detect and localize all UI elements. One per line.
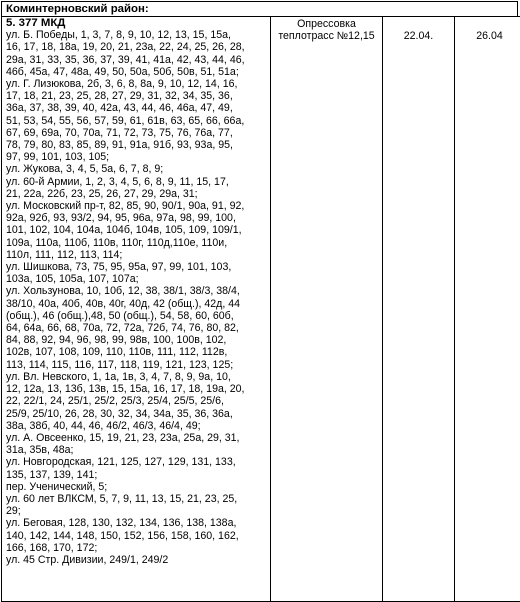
address-line: 29; <box>6 505 268 517</box>
start-date-cell <box>383 17 455 602</box>
address-line: ул. Г. Лизюкова, 2б, 3, 6, 8, 8а, 9, 10, 12, 14, 16, <box>6 78 268 90</box>
address-line: 92а, 92б, 93, 93/2, 94, 95, 96а, 97а, 98, 99, 100, <box>6 212 268 224</box>
address-line: 140, 142, 144, 148, 150, 152, 156, 158, 160, 162, <box>6 530 268 542</box>
address-line: 36а, 37, 38, 39, 40, 42а, 43, 44, 46, 46а, 47, 49, <box>6 102 268 114</box>
work-type-cell <box>271 17 383 602</box>
address-line: 113, 114, 115, 116, 117, 118, 119, 121, 123, 125; <box>6 359 268 371</box>
end-date: 26.04 <box>455 17 520 42</box>
district-title: Коминтерновский район: <box>1 1 518 16</box>
address-line: 46б, 45а, 47, 48а, 49, 50, 50а, 50б, 50в, 51, 51а; <box>6 66 268 78</box>
address-line: 16, 17, 18, 18а, 19, 20, 21, 23а, 22, 24, 25, 26, 28, <box>6 41 268 53</box>
address-line: 29а, 31, 33, 35, 36, 37, 39, 41, 41а, 42, 43, 44, 46, <box>6 54 268 66</box>
address-line: 102в, 107, 108, 109, 110, 110в, 111, 112, 112в, <box>6 346 268 358</box>
address-list <box>6 29 268 566</box>
address-line: 110л, 111, 112, 113, 114; <box>6 249 268 261</box>
address-line: 38/10, 40а, 40б, 40в, 40г, 40д, 42 (общ.), 42д, 44 <box>6 298 268 310</box>
schedule-table <box>1 16 520 602</box>
address-line: 12, 12а, 13, 13б, 13в, 15, 15а, 16, 17, 18, 19а, 20, <box>6 383 268 395</box>
address-line: 78, 79, 80, 83, 85, 89, 91, 91а, 91б, 93, 93а, 95, <box>6 139 268 151</box>
address-line: ул. Беговая, 128, 130, 132, 134, 136, 138, 138а, <box>6 517 268 529</box>
address-line: ул. 45 Стр. Дивизии, 249/1, 249/2 <box>6 554 268 566</box>
address-line: ул. Б. Победы, 1, 3, 7, 8, 9, 10, 12, 13, 15, 15а, <box>6 29 268 41</box>
work-type-line-2: теплотрасс №12,15 <box>271 30 382 42</box>
address-line: 51, 53, 54, 55, 56, 57, 59, 61, 61в, 63, 65, 66, 66а, <box>6 115 268 127</box>
address-line: 109а, 110а, 110б, 110в, 110г, 110д,110е, 110и, <box>6 237 268 249</box>
end-date-cell <box>455 17 520 602</box>
address-line: 25/9, 25/10, 26, 28, 30, 32, 34, 34а, 35, 36, 36а, <box>6 408 268 420</box>
address-line: 103а, 105, 105а, 107, 107а; <box>6 273 268 285</box>
address-line: 84, 88, 92, 94, 96, 98, 99, 98в, 100, 100в, 102, <box>6 334 268 346</box>
work-type-line-1: Опрессовка <box>271 18 382 30</box>
address-line: 21, 22а, 22б, 23, 25, 26, 27, 29, 29а, 31; <box>6 188 268 200</box>
address-line: пер. Ученический, 5; <box>6 481 268 493</box>
address-line: ул. А. Овсеенко, 15, 19, 21, 23, 23а, 25а, 29, 31, <box>6 432 268 444</box>
address-line: 135, 137, 139, 141; <box>6 469 268 481</box>
address-line: 166, 168, 170, 172; <box>6 542 268 554</box>
address-line: 64, 64а, 66, 68, 70а, 72, 72а, 72б, 74, 76, 80, 82, <box>6 322 268 334</box>
address-line: (общ.), 46 (общ.),48, 50 (общ.), 54, 58, 60, 60б, <box>6 310 268 322</box>
address-line: 97, 99, 101, 103, 105; <box>6 151 268 163</box>
address-line: ул. Новгородская, 121, 125, 127, 129, 131, 133, <box>6 456 268 468</box>
address-line: ул. Вл. Невского, 1, 1а, 1в, 3, 4, 7, 8, 9, 9а, 10, <box>6 371 268 383</box>
address-line: 22, 22/1, 24, 25/1, 25/2, 25/3, 25/4, 25/5, 25/6, <box>6 395 268 407</box>
address-line: 101, 102, 104, 104а, 104б, 104в, 105, 109, 109/1, <box>6 224 268 236</box>
address-line: 38а, 38б, 40, 44, 46, 46/2, 46/3, 46/4, 49; <box>6 420 268 432</box>
address-line: 31а, 35в, 48а; <box>6 444 268 456</box>
address-cell <box>2 17 271 602</box>
table-row <box>2 17 520 602</box>
address-line: ул. Шишкова, 73, 75, 95, 95а, 97, 99, 101, 103, <box>6 261 268 273</box>
address-line: 67, 69, 69а, 70, 70а, 71, 72, 73, 75, 76, 76а, 77, <box>6 127 268 139</box>
address-line: ул. 60 лет ВЛКСМ, 5, 7, 9, 11, 13, 15, 21, 23, 25, <box>6 493 268 505</box>
start-date: 22.04. <box>383 17 454 42</box>
address-line: ул. Хользунова, 10, 10б, 12, 38, 38/1, 38/3, 38/4, <box>6 285 268 297</box>
address-line: 17, 18, 21, 23, 25, 28, 27, 29, 31, 32, 34, 35, 36, <box>6 90 268 102</box>
address-line: ул. 60-й Армии, 1, 2, 3, 4, 5, 6, 8, 9, 11, 15, 17, <box>6 176 268 188</box>
building-count-header: 5. 377 МКД <box>6 17 268 29</box>
address-line: ул. Московский пр-т, 82, 85, 90, 90/1, 90а, 91, 92, <box>6 200 268 212</box>
address-line: ул. Жукова, 3, 4, 5, 5а, 6, 7, 8, 9; <box>6 163 268 175</box>
